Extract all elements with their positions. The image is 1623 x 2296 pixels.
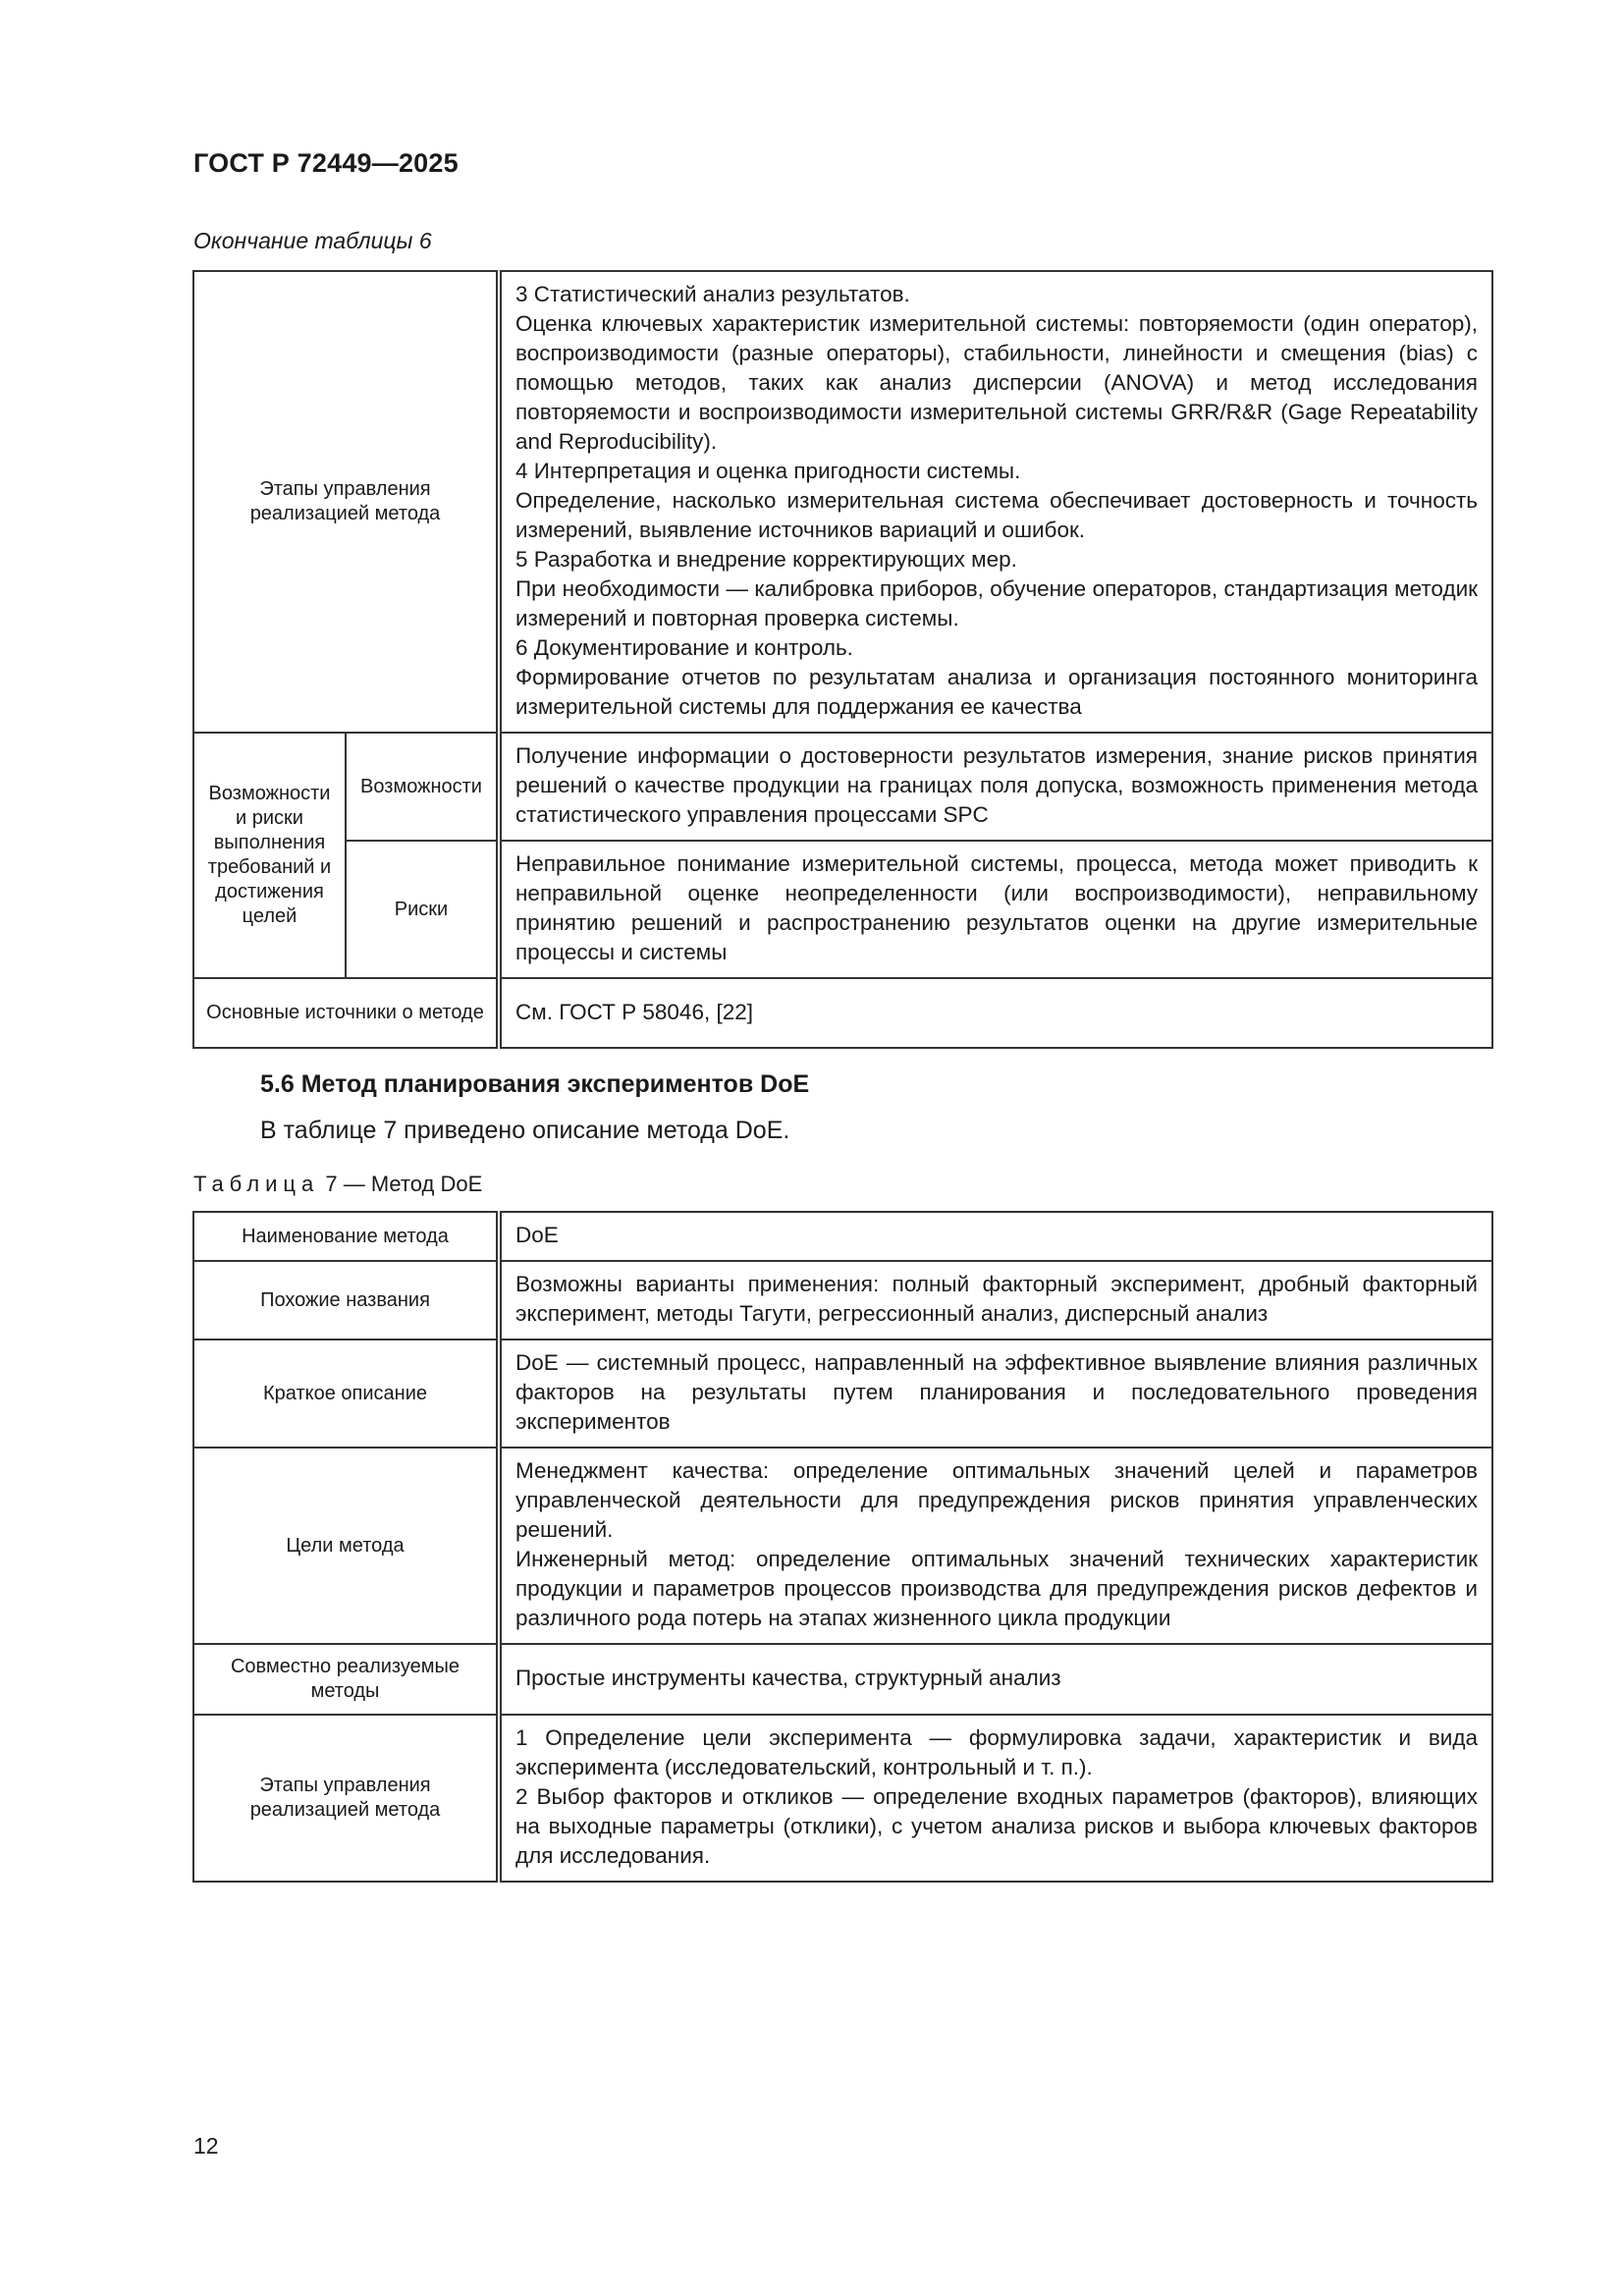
table6-stages-label: Этапы управления реализацией метода <box>193 271 499 733</box>
table7-row-label: Краткое описание <box>193 1339 499 1448</box>
document-header: ГОСТ Р 72449—2025 <box>193 148 459 178</box>
table6-opp-risks-group-label: Возможности и риски выполнения требований и достижения целей <box>193 733 346 978</box>
table7-row-label: Цели метода <box>193 1448 499 1644</box>
table7-row-text <box>499 1644 1492 1715</box>
page-number: 12 <box>193 2133 219 2159</box>
row-line: Менеджмент качества: определение оптимальных значений целей и параметров управленческой деятельности для предупреждения рисков принятия управленческих решений. <box>515 1458 1478 1542</box>
row-line: 2 Выбор факторов и откликов — определение входных параметров (факторов), влияющих на выходные параметры (отклики), с учетом анализа рисков и выбора ключевых факторов для исследования. <box>515 1784 1478 1868</box>
table7-row-text <box>499 1448 1492 1644</box>
table7-row-text <box>499 1212 1492 1261</box>
table-row <box>193 1448 1492 1644</box>
stage-line: 6 Документирование и контроль. <box>515 635 853 660</box>
table7-caption-word: Таблица <box>193 1172 320 1196</box>
row-line: DoE <box>515 1223 559 1247</box>
table-row <box>193 1212 1492 1261</box>
row-line: DoE — системный процесс, направленный на эффективное выявление влияния различных факторов на результаты путем планирования и последовательного проведения экспериментов <box>515 1350 1478 1434</box>
row-line: Возможны варианты применения: полный факторный эксперимент, дробный факторный эксперимент, методы Тагути, регрессионный анализ, дисперсный анализ <box>515 1272 1478 1326</box>
table7-row-label: Похожие названия <box>193 1261 499 1339</box>
stage-line: 3 Статистический анализ результатов. <box>515 282 910 306</box>
table6-opportunities-label: Возможности <box>346 733 499 841</box>
table-row <box>193 1339 1492 1448</box>
row-line: 1 Определение цели эксперимента — формулировка задачи, характеристик и вида эксперимента (исследовательский, контрольный и т. п.). <box>515 1725 1478 1779</box>
table7-row-label: Наименование метода <box>193 1212 499 1261</box>
table7-row-label: Этапы управления реализацией метода <box>193 1715 499 1882</box>
table7-caption <box>193 1172 482 1197</box>
table-continuation-caption: Окончание таблицы 6 <box>193 228 432 253</box>
table-row <box>193 1644 1492 1715</box>
table6-risks-label: Риски <box>346 841 499 978</box>
stage-line: Оценка ключевых характеристик измерительной системы: повторяемости (один оператор), воспроизводимости (разные операторы), стабильности, линейности и смещения (bias) с помощью методов, таких как анализ дисперсии (ANOVA) и метод исследования повторяемости и воспроизводимости измерительной системы GRR/R&R (Gage Repeatability and Reproducibility). <box>515 311 1478 454</box>
table6-row-stages <box>193 271 1492 733</box>
table-7 <box>192 1211 1493 1883</box>
stage-line: Формирование отчетов по результатам анализа и организация постоянного мониторинга измерительной системы для поддержания ее качества <box>515 665 1478 719</box>
table7-row-label: Совместно реализуемые методы <box>193 1644 499 1715</box>
stage-line: 4 Интерпретация и оценка пригодности системы. <box>515 459 1021 483</box>
section-heading: 5.6 Метод планирования экспериментов DoE <box>260 1070 810 1098</box>
table7-row-text <box>499 1261 1492 1339</box>
table-6 <box>192 270 1493 1049</box>
table7-caption-rest: 7 — Метод DoE <box>319 1172 483 1196</box>
stage-line: При необходимости — калибровка приборов, обучение операторов, стандартизация методик измерений и повторная проверка системы. <box>515 576 1478 630</box>
stage-line: Определение, насколько измерительная система обеспечивает достоверность и точность измерений, выявление источников вариаций и ошибок. <box>515 488 1478 542</box>
table6-row-risks <box>193 841 1492 978</box>
table6-row-sources <box>193 978 1492 1048</box>
row-line: Простые инструменты качества, структурный анализ <box>515 1666 1061 1690</box>
table6-row-opportunities <box>193 733 1492 841</box>
table-row <box>193 1261 1492 1339</box>
table7-row-text <box>499 1715 1492 1882</box>
table6-sources-label: Основные источники о методе <box>193 978 499 1048</box>
section-paragraph: В таблице 7 приведено описание метода DoE. <box>260 1117 790 1144</box>
table6-opportunities-text: Получение информации о достоверности результатов измерения, знание рисков принятия решений о качестве продукции на границах поля допуска, возможность применения метода статистического управления процессами SPC <box>499 733 1492 841</box>
table-row <box>193 1715 1492 1882</box>
stage-line: 5 Разработка и внедрение корректирующих мер. <box>515 547 1017 572</box>
row-line: Инженерный метод: определение оптимальных значений технических характеристик продукции и параметров процессов производства для предупреждения рисков дефектов и различного рода потерь на этапах жизненного цикла продукции <box>515 1547 1478 1630</box>
table6-sources-text: См. ГОСТ Р 58046, [22] <box>499 978 1492 1048</box>
table7-row-text <box>499 1339 1492 1448</box>
table6-stages-text <box>499 271 1492 733</box>
table6-risks-text: Неправильное понимание измерительной системы, процесса, метода может приводить к неправильной оценке неопределенности (или воспроизводимости), неправильному принятию решений и распространению результатов оценки на другие измерительные процессы и системы <box>499 841 1492 978</box>
